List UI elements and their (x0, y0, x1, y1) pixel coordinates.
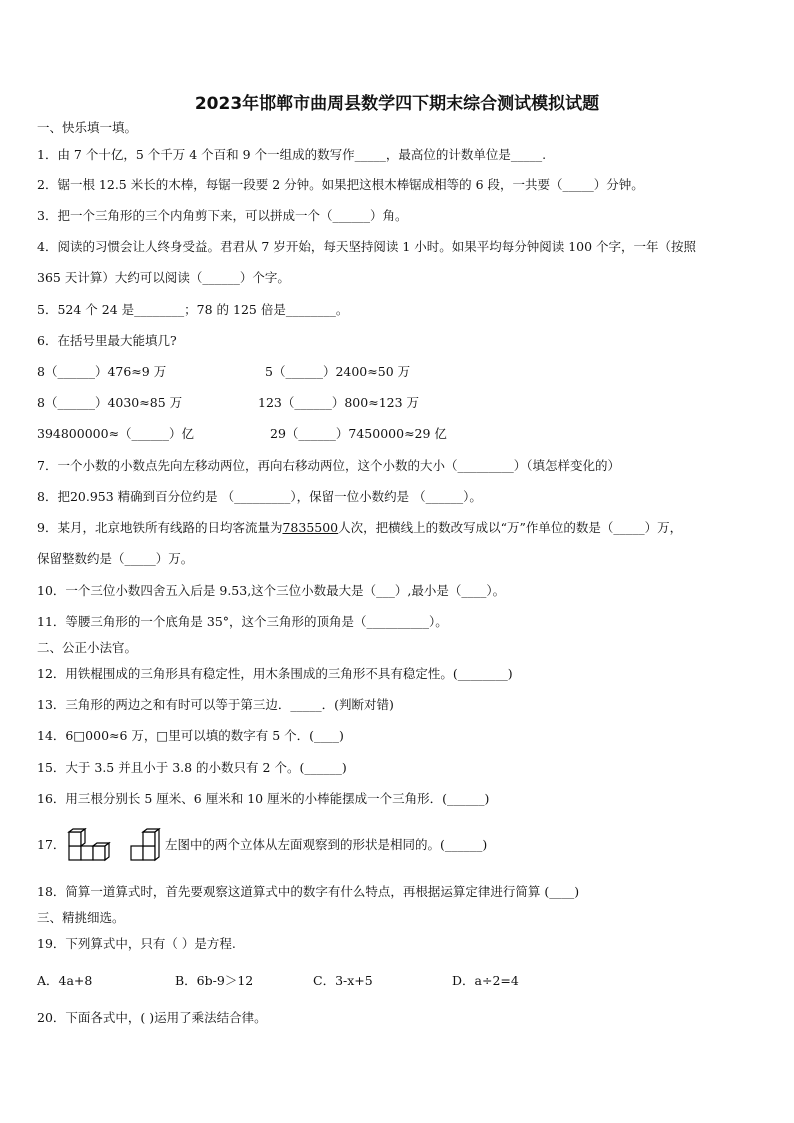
option-b: B．6b-9＞12 (175, 973, 254, 988)
question-10: 10．一个三位小数四舍五入后是 9.53,这个三位小数最大是（___）,最小是（____）。 (37, 583, 506, 598)
question-9-prefix: 9．某月，北京地铁所有线路的日均客流量为 (37, 520, 283, 535)
question-16: 16．用三根分别长 5 厘米、6 厘米和 10 厘米的小棒能摆成一个三角形．(______) (37, 791, 490, 806)
question-6: 6．在括号里最大能填几? (37, 333, 177, 348)
option-c: C．3-x+5 (313, 973, 373, 988)
option-a: A．4a+8 (37, 973, 93, 988)
page-title: 2023年邯郸市曲周县数学四下期末综合测试模拟试题 (194, 94, 600, 114)
section-heading-1: 一、快乐填一填。 (37, 120, 138, 135)
question-6-item: 8（______）4030≈85 万 (37, 395, 183, 410)
section-heading-2: 二、公正小法官。 (37, 640, 138, 655)
question-18: 18．简算一道算式时，首先要观察这道算式中的数字有什么特点，再根据运算定律进行简算 (____) (37, 884, 580, 899)
option-d: D．a÷2=4 (452, 973, 519, 988)
question-17-number: 17． (37, 837, 66, 852)
question-9-suffix: 人次，把横线上的数改写成以“万”作单位的数是（_____）万， (338, 520, 683, 535)
underlined-number: 7835500 (282, 520, 339, 535)
cube-figure-left (67, 828, 111, 864)
question-7: 7．一个小数的小数点先向左移动两位，再向右移动两位，这个小数的大小（_________）（填怎样变化的） (37, 458, 620, 473)
question-2: 2．锯一根 12.5 米长的木棒，每锯一段要 2 分钟。如果把这根木棒锯成相等的 6 段，一共要（_____）分钟。 (37, 177, 644, 192)
question-11: 11．等腰三角形的一个底角是 35°，这个三角形的顶角是（__________）。 (37, 614, 448, 629)
question-13: 13．三角形的两边之和有时可以等于第三边．_____．(判断对错) (37, 697, 394, 712)
question-4-line-1: 4．阅读的习惯会让人终身受益。君君从 7 岁开始，每天坚持阅读 1 小时。如果平均每分钟阅读 100 个字，一年（按照 (37, 239, 697, 254)
question-12: 12．用铁棍围成的三角形具有稳定性，用木条围成的三角形不具有稳定性。(________) (37, 666, 513, 681)
cube-figure-right (129, 828, 165, 864)
question-17-text: 左图中的两个立体从左面观察到的形状是相同的。(______) (165, 837, 488, 852)
question-20: 20．下面各式中，( )运用了乘法结合律。 (37, 1010, 267, 1025)
section-heading-3: 三、精挑细选。 (37, 910, 125, 925)
question-8: 8．把20.953 精确到百分位约是 （_________），保留一位小数约是 （______）。 (37, 489, 482, 504)
question-9-line-2: 保留整数约是（_____）万。 (37, 551, 194, 566)
question-15: 15．大于 3.5 并且小于 3.8 的小数只有 2 个。(______) (37, 760, 347, 775)
question-6-item: 123（______）800≈123 万 (258, 395, 420, 410)
question-19: 19．下列算式中，只有（ ）是方程. (37, 936, 236, 951)
question-3: 3．把一个三角形的三个内角剪下来，可以拼成一个（______）角。 (37, 208, 408, 223)
question-4-line-2: 365 天计算）大约可以阅读（______）个字。 (37, 270, 290, 285)
question-14: 14．6□000≈6 万，□里可以填的数字有 5 个．(____) (37, 728, 344, 743)
question-6-item: 8（______）476≈9 万 (37, 364, 167, 379)
question-6-item: 5（______）2400≈50 万 (265, 364, 411, 379)
question-6-item: 394800000≈（______）亿 (37, 426, 195, 441)
question-1: 1．由 7 个十亿，5 个千万 4 个百和 9 个一组成的数写作_____，最高位的计数单位是_____. (37, 147, 547, 162)
question-9-line-1 (37, 520, 682, 536)
question-6-item: 29（______）7450000≈29 亿 (270, 426, 447, 441)
question-5: 5．524 个 24 是________；78 的 125 倍是________。 (37, 302, 349, 317)
